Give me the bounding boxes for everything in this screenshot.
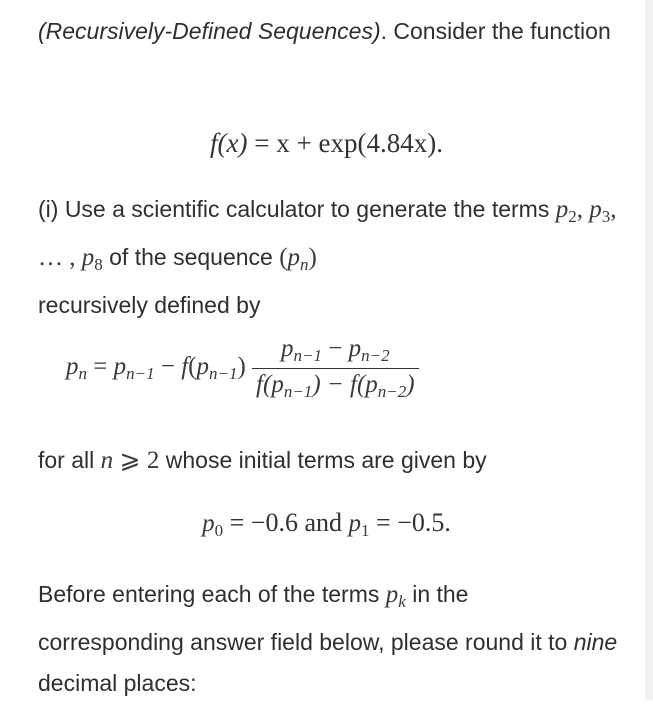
recursion-term1: pn−1 [113,352,155,383]
intro-text: . Consider the function [380,18,611,44]
function-lhs: f(x) [210,128,248,158]
term-p3: $p_3$ [589,196,611,226]
part-i-text-c: recursively defined by [38,291,261,318]
term-pk: pk [385,581,406,611]
intro-paragraph [38,11,618,52]
function-rhs: x + exp(4.84x). [276,128,443,158]
recursion-fraction [252,335,419,402]
p1: $p_1$ [348,510,370,540]
sequence-pn: pn [287,243,309,274]
condition-op: ⩾ [119,447,141,474]
p0: $p_0$ [202,510,224,540]
term-p8: $p_8$ [81,243,103,274]
ellipsis: … [38,243,63,271]
recursion-lhs: pn [66,352,87,383]
part-i-paragraph: (i) Use a scientific calculator to generate the terms $p_2$, $p_3$, … , $p_8$ of the sequence (pn) recursively defined by [38,196,617,318]
initial-terms: $p_0 = -0.6$ and $p_1 = -0.5$. [202,508,451,540]
p0-value: −0.6 [250,508,298,537]
recursion-f-arg: pn−1 [196,352,238,383]
p1-value: −0.5. [397,508,451,537]
fraction-denominator: f(pn−1) − f(pn−2) [256,370,415,401]
closing-paragraph: Before entering each of the terms pk in the corresponding answer field below, please round it to nine decimal places: [38,581,618,696]
emphasis-nine: nine [573,628,618,655]
recursion-formula: pn = pn−1 − f(pn−1) $\frac{pn-1 - pn-2}{f(pn-1) - f(pn-2)}$ [66,335,419,402]
function-equation [0,128,653,159]
term-p2: $p_2$ [555,196,577,226]
scroll-edge [645,0,653,700]
fraction-numerator: pn−1 − pn−2 [252,335,419,369]
intro-italic-heading: (Recursively-Defined Sequences) [38,18,381,44]
part-i-text-a: (i) Use a scientific calculator to generate the terms [38,196,556,222]
condition-num: 2 [146,447,160,474]
and-word: and [304,508,343,537]
part-i-text-b: of the sequence [102,243,280,270]
function-equals: = [254,128,270,158]
condition-var: n [100,447,114,474]
condition-paragraph: for all n ⩾ 2 whose initial terms are given by [38,447,487,474]
